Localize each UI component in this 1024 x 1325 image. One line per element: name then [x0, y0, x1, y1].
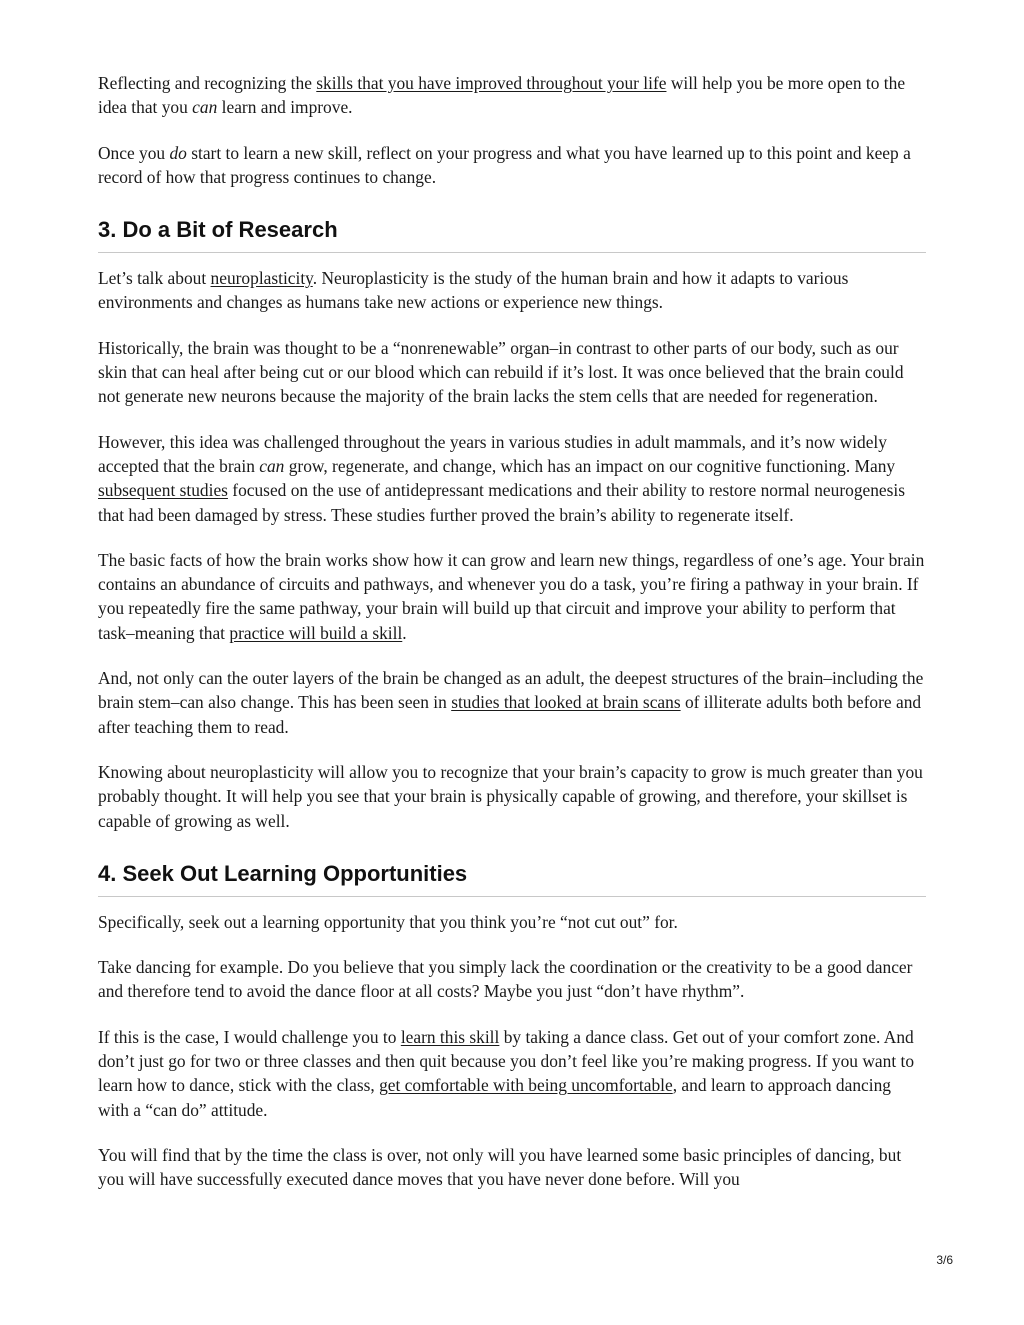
- article-body: [98, 71, 926, 1213]
- link-practice-skill[interactable]: practice will build a skill: [229, 622, 403, 643]
- paragraph-knowing: Knowing about neuroplasticity will allow you to recognize that your brain’s capacity to grow is much greater than you probably thought. It will help you see that your brain is physically capable of growing, and therefore, your skillset is capable of growing as well.: [98, 761, 923, 831]
- text: of illiterate adults both before and after teaching them to read.: [98, 692, 922, 737]
- paragraph-neuroplasticity-intro: [98, 266, 926, 315]
- text: And, not only can the outer layers of the brain be changed as an adult, the deepest structures of the brain–including the brain stem–can also change. This has been seen in: [98, 668, 924, 713]
- heading-do-research: 3. Do a Bit of Research: [98, 216, 926, 253]
- paragraph-however: [98, 430, 926, 527]
- text: However, this idea was challenged throughout the years in various studies in adult mammals, and it’s now widely accepted that the brain: [98, 431, 887, 476]
- text: Reflecting and recognizing the: [98, 73, 317, 93]
- text: The basic facts of how the brain works show how it can grow and learn new things, regardless of one’s age. Your brain contains an abundance of circuits and pathways, and whenever you do a task, you’re firing a pathway in your brain. If you repeatedly fire the same pathway, your brain will build up that circuit and improve your ability to perform that task–meaning that: [98, 549, 925, 643]
- link-comfortable-uncomfortable[interactable]: get comfortable with being uncomfortable: [379, 1075, 673, 1096]
- text: If this is the case, I would challenge you to: [98, 1026, 401, 1047]
- text: .: [402, 622, 407, 643]
- emphasis-can: can: [192, 97, 218, 118]
- text: by taking a dance class. Get out of your comfort zone. And don’t just go for two or three classes and then quit because you don’t feel like you’re making progress. If you want to learn how to dance, stick with the class,: [98, 1026, 915, 1096]
- link-brain-scans[interactable]: studies that looked at brain scans: [451, 692, 681, 713]
- text: start to learn a new skill, reflect on your progress and what you have learned up to this point and keep a record of how that progress continues to change.: [98, 142, 911, 187]
- paragraph-skills-reflection: [98, 71, 926, 120]
- text: focused on the use of antidepressant medications and their ability to restore normal neurogenesis that had been damaged by stress. These studies further proved the brain’s ability to regenerate itself.: [98, 480, 906, 525]
- text: grow, regenerate, and change, which has an impact on our cognitive functioning. Many: [284, 455, 896, 476]
- paragraph-basic-facts: [98, 548, 926, 645]
- paragraph-deep-structures: [98, 666, 926, 739]
- paragraph-dancing-example: Take dancing for example. Do you believe that you simply lack the coordination or the creativity to be a good dancer and therefore tend to avoid the dance floor at all costs? Maybe you just “don’t have rhythm”.: [98, 957, 913, 1002]
- text: learn and improve.: [217, 97, 353, 118]
- emphasis-can: can: [259, 455, 285, 476]
- text: will help you be more open to the idea that you: [98, 73, 906, 118]
- page-number: 3/6: [936, 1253, 953, 1267]
- paragraph-historically: Historically, the brain was thought to be a “nonrenewable” organ–in contrast to other parts of our body, such as our skin that can heal after being cut or our blood which can rebuild if it’s lost. It was once believed that the brain could not generate new neurons because the majority of the brain lacks the stem cells that are needed for regeneration.: [98, 337, 904, 407]
- text: Once you: [98, 142, 170, 163]
- paragraph-progress-record: [98, 141, 926, 190]
- text: Let’s talk about: [98, 268, 211, 289]
- emphasis-do: do: [169, 142, 187, 163]
- link-skills-improved[interactable]: skills that you have improved throughout your life: [316, 73, 667, 93]
- paragraph-specifically: Specifically, seek out a learning opportunity that you think you’re “not cut out” for.: [98, 911, 678, 932]
- link-subsequent-studies[interactable]: subsequent studies: [98, 480, 228, 501]
- paragraph-class-over: You will find that by the time the class is over, not only will you have learned some basic principles of dancing, but you will have successfully executed dance moves that you have never done before. Will you: [98, 1144, 902, 1190]
- link-neuroplasticity[interactable]: neuroplasticity: [210, 268, 313, 289]
- text: , and learn to approach dancing with a “can do” attitude.: [98, 1075, 891, 1120]
- paragraph-challenge: [98, 1025, 926, 1122]
- link-learn-skill[interactable]: learn this skill: [400, 1026, 500, 1047]
- text: . Neuroplasticity is the study of the human brain and how it adapts to various environments and changes as humans take new actions or experience new things.: [98, 268, 849, 313]
- heading-seek-opportunities: 4. Seek Out Learning Opportunities: [98, 860, 926, 897]
